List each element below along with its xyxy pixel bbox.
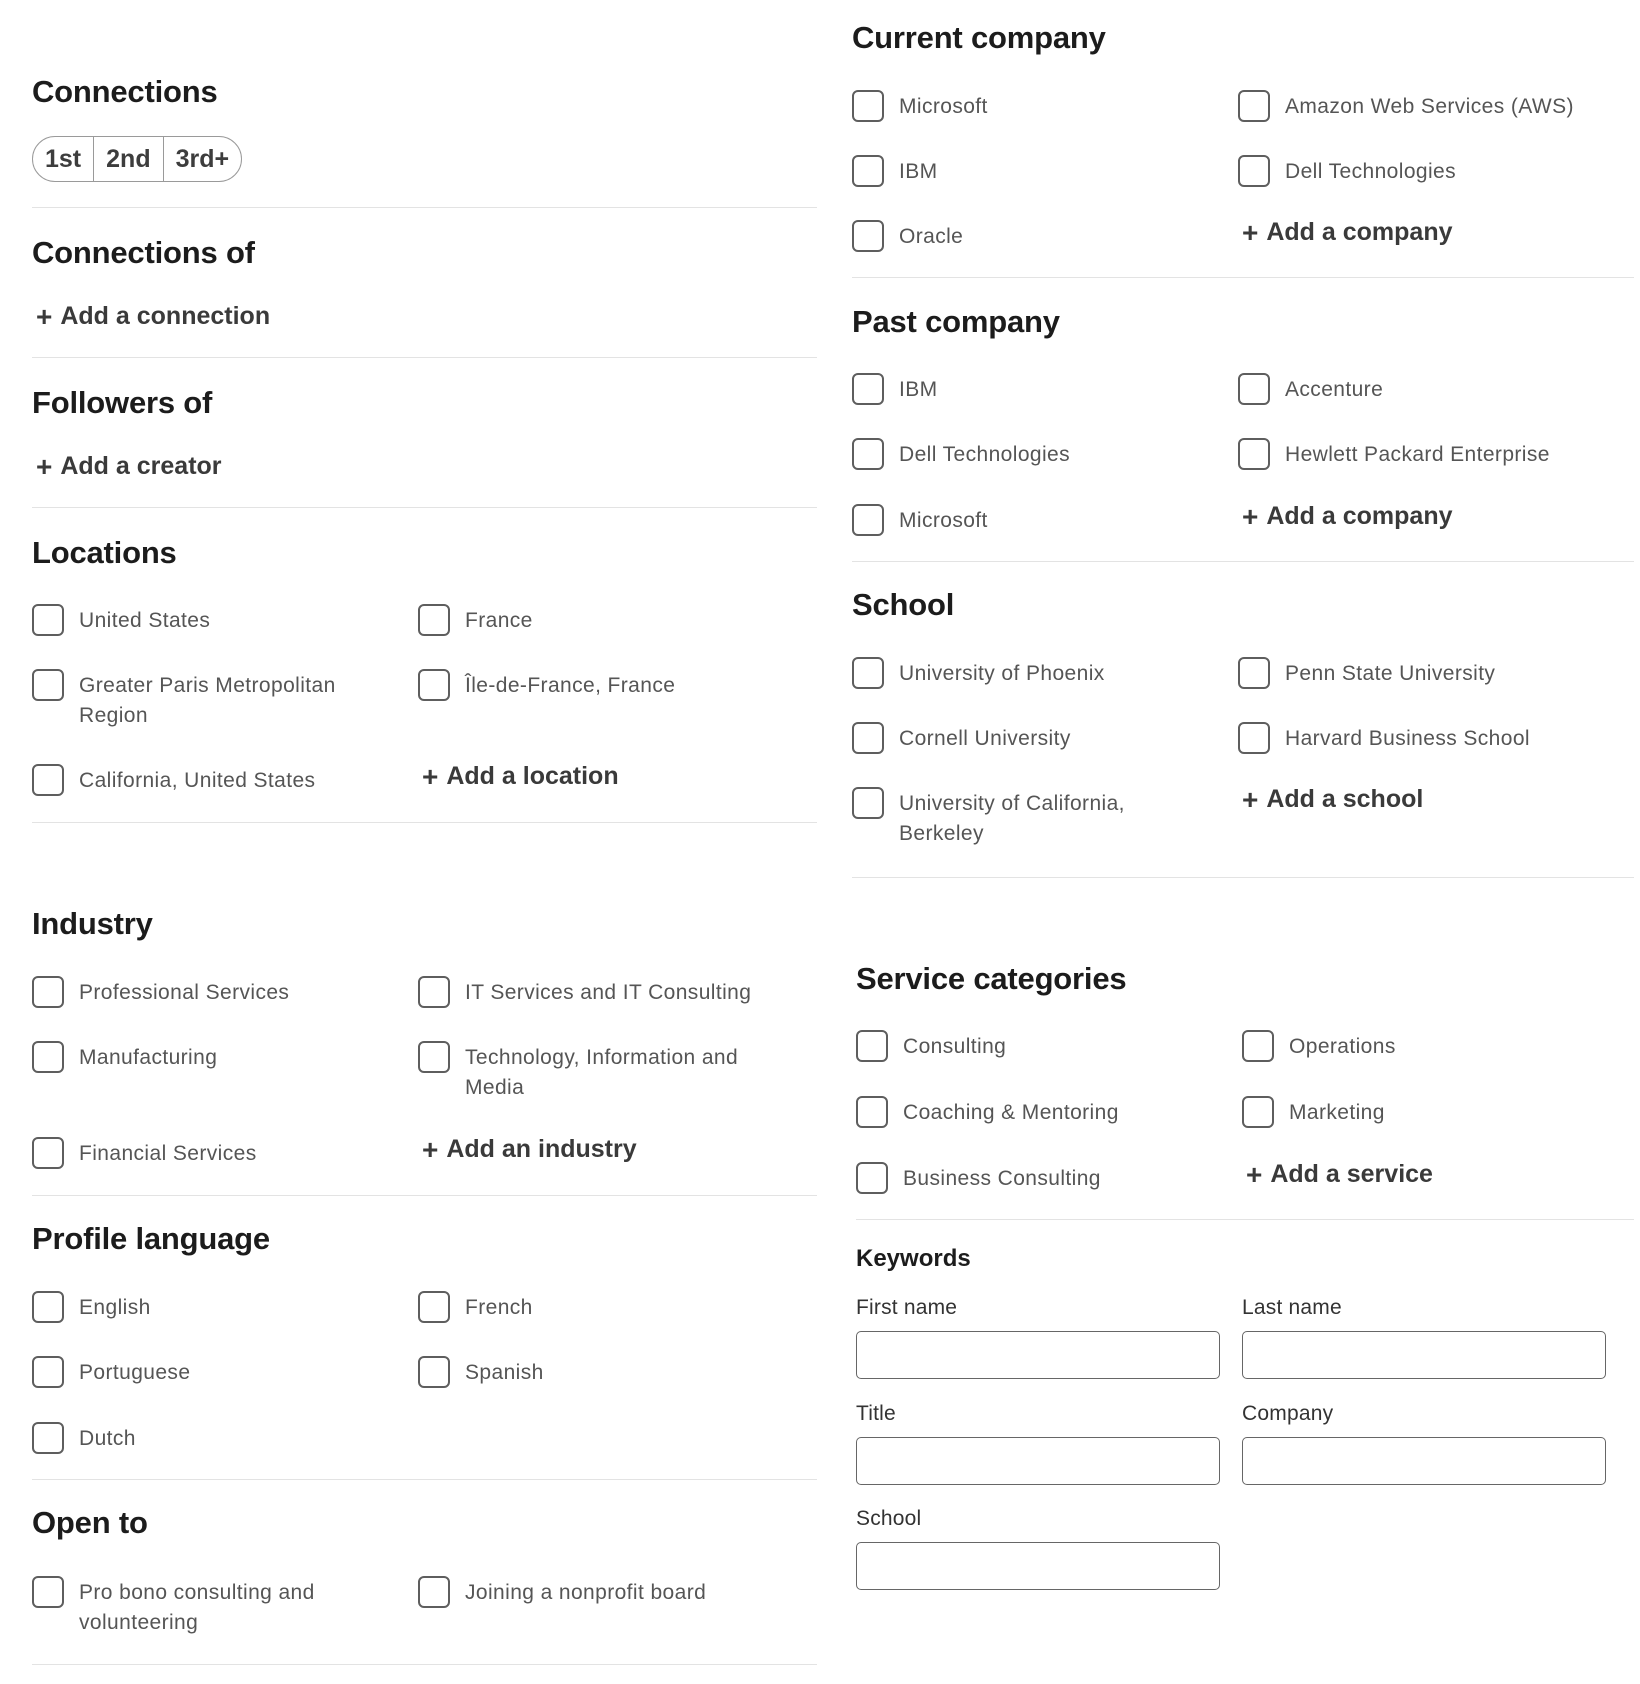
- checkbox[interactable]: [856, 1162, 888, 1194]
- location-option[interactable]: [418, 606, 778, 636]
- company-label: Company: [1242, 1402, 1334, 1425]
- add-company-label: Add a company: [1266, 218, 1453, 246]
- language-option[interactable]: [32, 1293, 392, 1323]
- language-option[interactable]: [32, 1424, 392, 1454]
- divider: [32, 507, 817, 508]
- location-option[interactable]: [32, 766, 392, 796]
- option-label: IBM: [899, 378, 938, 401]
- option-label: Dutch: [79, 1427, 136, 1450]
- option-label: Microsoft: [899, 95, 988, 118]
- school-heading: School: [852, 587, 955, 622]
- option-label: Dell Technologies: [899, 443, 1071, 466]
- checkbox[interactable]: [418, 1356, 450, 1388]
- option-label: Joining a nonprofit board: [465, 1581, 707, 1604]
- option-label: Consulting: [903, 1035, 1007, 1058]
- checkbox[interactable]: [856, 1030, 888, 1062]
- option-label: Penn State University: [1285, 662, 1496, 685]
- divider: [32, 822, 817, 823]
- option-label: Microsoft: [899, 509, 988, 532]
- plus-icon: +: [1242, 783, 1259, 815]
- add-connection-label: Add a connection: [60, 302, 271, 330]
- degree-3rd-button[interactable]: 3rd+: [163, 137, 242, 181]
- company-input[interactable]: [1242, 1437, 1606, 1485]
- language-option[interactable]: [418, 1293, 778, 1323]
- option-label: French: [465, 1296, 533, 1319]
- connection-degree-toggle: [32, 136, 242, 182]
- option-label: California, United States: [79, 769, 316, 792]
- first-name-input[interactable]: [856, 1331, 1220, 1379]
- option-label: Île-de-France, France: [465, 674, 676, 697]
- checkbox[interactable]: [418, 1576, 450, 1608]
- keywords-heading: Keywords: [856, 1245, 971, 1272]
- checkbox[interactable]: [32, 1422, 64, 1454]
- language-option[interactable]: [32, 1358, 392, 1388]
- location-option[interactable]: [32, 671, 352, 731]
- option-label: United States: [79, 609, 211, 632]
- divider: [32, 357, 817, 358]
- service-categories-heading: Service categories: [856, 961, 1127, 996]
- divider: [32, 207, 817, 208]
- option-label: Technology, Information and Media: [465, 1046, 739, 1099]
- service-option[interactable]: [1242, 1032, 1632, 1062]
- option-label: Manufacturing: [79, 1046, 218, 1069]
- add-school-label: Add a school: [1266, 785, 1424, 813]
- service-option[interactable]: [1242, 1098, 1632, 1128]
- checkbox[interactable]: [32, 1356, 64, 1388]
- checkbox[interactable]: [32, 604, 64, 636]
- divider: [32, 1664, 817, 1665]
- current-company-heading: Current company: [852, 20, 1106, 55]
- option-label: Financial Services: [79, 1142, 257, 1165]
- add-creator-button[interactable]: [36, 452, 222, 481]
- title-input[interactable]: [856, 1437, 1220, 1485]
- option-label: Cornell University: [899, 727, 1071, 750]
- add-location-label: Add a location: [446, 762, 619, 790]
- title-label: Title: [856, 1402, 896, 1425]
- add-connection-button[interactable]: [36, 302, 270, 331]
- degree-2nd-button[interactable]: 2nd: [93, 137, 162, 181]
- checkbox[interactable]: [418, 604, 450, 636]
- industry-option[interactable]: [418, 1043, 748, 1103]
- add-service-button[interactable]: [1246, 1160, 1433, 1189]
- open-to-heading: Open to: [32, 1505, 148, 1540]
- plus-icon: +: [36, 300, 53, 332]
- checkbox[interactable]: [418, 669, 450, 701]
- connections-of-heading: Connections of: [32, 235, 255, 270]
- service-option[interactable]: [856, 1032, 1216, 1062]
- divider: [32, 1195, 817, 1196]
- option-label: Greater Paris Metropolitan Region: [79, 674, 336, 727]
- industry-option[interactable]: [32, 978, 392, 1008]
- option-label: University of Phoenix: [899, 662, 1105, 685]
- open-to-option[interactable]: [32, 1578, 352, 1638]
- location-option[interactable]: [32, 606, 392, 636]
- option-label: Amazon Web Services (AWS): [1285, 95, 1574, 118]
- industry-option[interactable]: [32, 1043, 392, 1073]
- plus-icon: +: [422, 760, 439, 792]
- option-label: Hewlett Packard Enterprise: [1285, 443, 1550, 466]
- followers-of-heading: Followers of: [32, 385, 213, 420]
- checkbox[interactable]: [418, 1041, 450, 1073]
- degree-1st-button[interactable]: 1st: [45, 144, 82, 173]
- option-label: University of California, Berkeley: [899, 792, 1125, 845]
- option-label: Oracle: [899, 225, 964, 248]
- service-option[interactable]: [856, 1098, 1226, 1128]
- checkbox[interactable]: [1242, 1096, 1274, 1128]
- locations-heading: Locations: [32, 535, 177, 570]
- first-name-label: First name: [856, 1296, 958, 1319]
- option-label: Harvard Business School: [1285, 727, 1530, 750]
- service-and-keywords-block: [856, 0, 1640, 1684]
- option-label: IBM: [899, 160, 938, 183]
- checkbox[interactable]: [32, 1137, 64, 1169]
- plus-icon: +: [1242, 500, 1259, 532]
- option-label: English: [79, 1296, 151, 1319]
- divider: [32, 1479, 817, 1480]
- option-label: Coaching & Mentoring: [903, 1101, 1119, 1124]
- checkbox[interactable]: [1242, 1030, 1274, 1062]
- checkbox[interactable]: [32, 669, 64, 701]
- option-label: Portuguese: [79, 1361, 191, 1384]
- profile-language-heading: Profile language: [32, 1221, 270, 1256]
- option-label: Marketing: [1289, 1101, 1385, 1124]
- last-name-input[interactable]: [1242, 1331, 1606, 1379]
- option-label: Pro bono consulting and volunteering: [79, 1581, 315, 1634]
- service-option[interactable]: [856, 1164, 1226, 1194]
- checkbox[interactable]: [418, 976, 450, 1008]
- plus-icon: +: [1246, 1158, 1263, 1190]
- add-service-label: Add a service: [1270, 1160, 1433, 1188]
- industry-option[interactable]: [32, 1139, 392, 1169]
- location-option[interactable]: [418, 671, 778, 701]
- add-creator-label: Add a creator: [60, 452, 222, 480]
- option-label: Spanish: [465, 1361, 544, 1384]
- industry-option[interactable]: [418, 978, 818, 1008]
- last-name-label: Last name: [1242, 1296, 1342, 1319]
- checkbox[interactable]: [32, 764, 64, 796]
- past-company-heading: Past company: [852, 304, 1060, 339]
- divider: [856, 1219, 1634, 1220]
- option-label: France: [465, 609, 533, 632]
- option-label: Professional Services: [79, 981, 290, 1004]
- option-label: Dell Technologies: [1285, 160, 1457, 183]
- checkbox[interactable]: [32, 1041, 64, 1073]
- checkbox[interactable]: [32, 1576, 64, 1608]
- option-label: Accenture: [1285, 378, 1384, 401]
- checkbox[interactable]: [32, 976, 64, 1008]
- add-location-button[interactable]: [422, 762, 619, 791]
- checkbox[interactable]: [32, 1291, 64, 1323]
- industry-heading: Industry: [32, 906, 153, 941]
- school-field-label: School: [856, 1507, 922, 1530]
- checkbox[interactable]: [856, 1096, 888, 1128]
- connections-heading: Connections: [32, 74, 218, 109]
- checkbox[interactable]: [418, 1291, 450, 1323]
- plus-icon: +: [36, 450, 53, 482]
- add-industry-button[interactable]: [422, 1135, 637, 1164]
- add-industry-label: Add an industry: [446, 1135, 637, 1163]
- option-label: Business Consulting: [903, 1167, 1101, 1190]
- add-company-label: Add a company: [1266, 502, 1453, 530]
- plus-icon: +: [1242, 216, 1259, 248]
- language-option[interactable]: [418, 1358, 778, 1388]
- open-to-option[interactable]: [418, 1578, 778, 1608]
- option-label: Operations: [1289, 1035, 1396, 1058]
- school-input[interactable]: [856, 1542, 1220, 1590]
- option-label: IT Services and IT Consulting: [465, 981, 752, 1004]
- plus-icon: +: [422, 1133, 439, 1165]
